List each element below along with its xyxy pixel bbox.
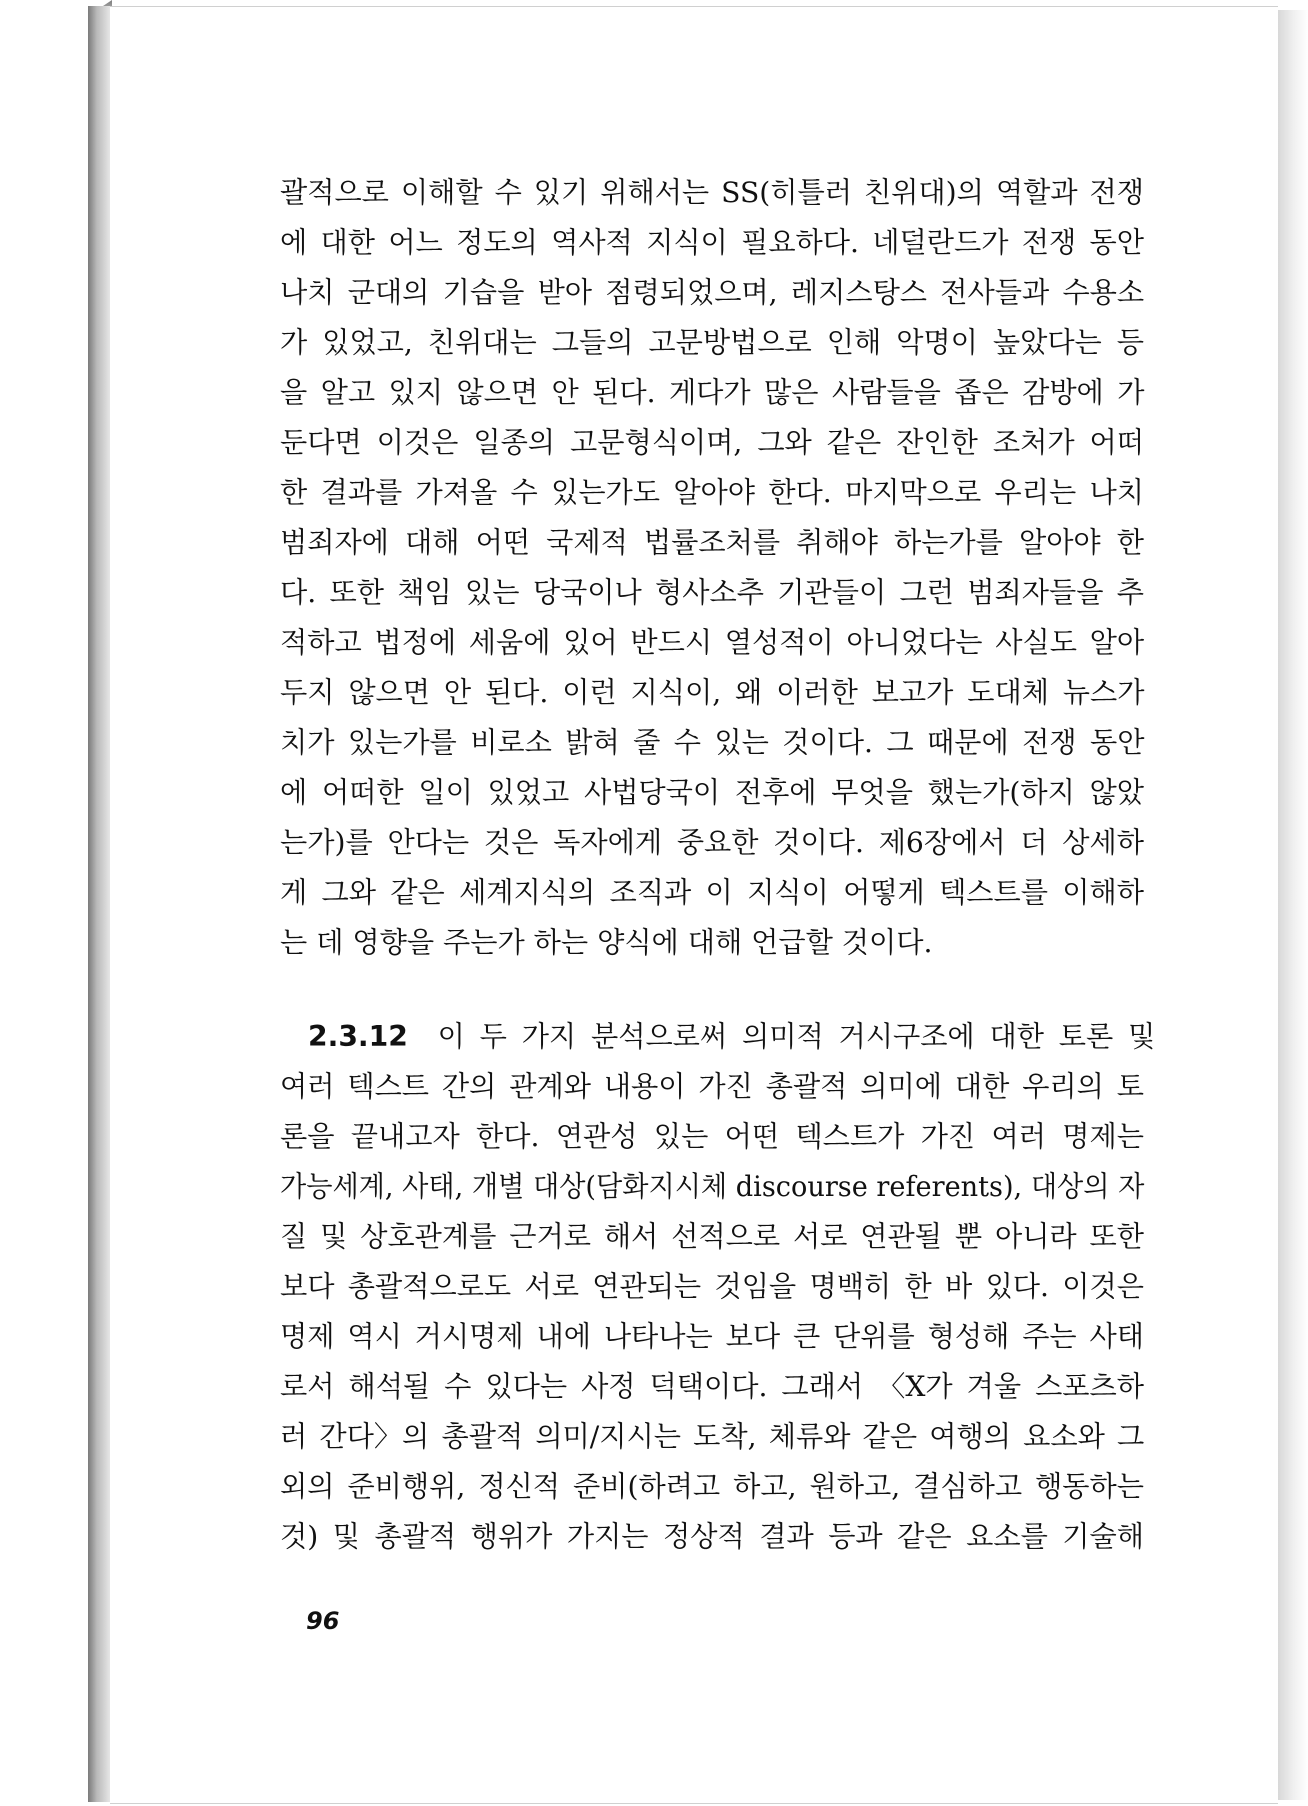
section-number: 2.3.12 xyxy=(308,1020,408,1053)
text-line: 질 및 상호관계를 근거로 해서 선적으로 서로 연관될 뿐 아니라 또한 xyxy=(280,1220,1144,1253)
text-line: 나치 군대의 기습을 받아 점령되었으며, 레지스탕스 전사들과 수용소 xyxy=(280,276,1145,309)
text-line: 러 간다〉의 총괄적 의미/지시는 도착, 체류와 같은 여행의 요소와 그 xyxy=(280,1420,1145,1453)
text-line-first xyxy=(280,1012,1156,1062)
text-line: 다. 또한 책임 있는 당국이나 형사소추 기관들이 그런 범죄자들을 추 xyxy=(280,576,1144,609)
text-line: 가능세계, 사태, 개별 대상(담화지시체 discourse referents), 대상의 자 xyxy=(280,1170,1145,1203)
text-line: 여러 텍스트 간의 관계와 내용이 가진 총괄적 의미에 대한 우리의 토 xyxy=(280,1070,1144,1103)
text-line: 는 데 영향을 주는가 하는 양식에 대해 언급할 것이다. xyxy=(280,926,933,959)
book-spine xyxy=(88,6,110,1802)
text-line: 범죄자에 대해 어떤 국제적 법률조처를 취해야 하는가를 알아야 한 xyxy=(280,526,1144,559)
text-line: 가 있었고, 친위대는 그들의 고문방법으로 인해 악명이 높았다는 등 xyxy=(280,326,1144,359)
paragraph-1 xyxy=(280,168,1144,968)
text-line: 게 그와 같은 세계지식의 조직과 이 지식이 어떻게 텍스트를 이해하 xyxy=(280,876,1144,909)
text-line: 괄적으로 이해할 수 있기 위해서는 SS(히틀러 친위대)의 역할과 전쟁 xyxy=(280,176,1144,209)
text-line: 명제 역시 거시명제 내에 나타나는 보다 큰 단위를 형성해 주는 사태 xyxy=(280,1320,1144,1353)
text-line: 보다 총괄적으로도 서로 연관되는 것임을 명백히 한 바 있다. 이것은 xyxy=(280,1270,1144,1303)
text-line: 적하고 법정에 세움에 있어 반드시 열성적이 아니었다는 사실도 알아 xyxy=(280,626,1145,659)
page-edge-shadow xyxy=(1278,10,1308,1800)
first-line-text: 이 두 가지 분석으로써 의미적 거시구조에 대한 토론 및 xyxy=(437,1020,1156,1053)
text-line: 을 알고 있지 않으면 안 된다. 게다가 많은 사람들을 좁은 감방에 가 xyxy=(280,376,1145,409)
text-line: 는가)를 안다는 것은 독자에게 중요한 것이다. 제6장에서 더 상세하 xyxy=(280,826,1144,859)
text-line: 외의 준비행위, 정신적 준비(하려고 하고, 원하고, 결심하고 행동하는 xyxy=(280,1470,1144,1503)
text-line: 에 어떠한 일이 있었고 사법당국이 전후에 무엇을 했는가(하지 않았 xyxy=(280,776,1144,809)
text-line: 것) 및 총괄적 행위가 가지는 정상적 결과 등과 같은 요소를 기술해 xyxy=(280,1520,1144,1553)
text-line: 치가 있는가를 비로소 밝혀 줄 수 있는 것이다. 그 때문에 전쟁 동안 xyxy=(280,726,1145,759)
text-line: 로서 해석될 수 있다는 사정 덕택이다. 그래서 〈X가 겨울 스포츠하 xyxy=(280,1370,1144,1403)
text-line: 두지 않으면 안 된다. 이런 지식이, 왜 이러한 보고가 도대체 뉴스가 xyxy=(280,676,1145,709)
text-line: 론을 끝내고자 한다. 연관성 있는 어떤 텍스트가 가진 여러 명제는 xyxy=(280,1120,1144,1153)
text-line: 에 대한 어느 정도의 역사적 지식이 필요하다. 네덜란드가 전쟁 동안 xyxy=(280,226,1144,259)
paragraph-2 xyxy=(280,1012,1156,1562)
page-number: 96 xyxy=(306,1607,340,1635)
text-line: 둔다면 이것은 일종의 고문형식이며, 그와 같은 잔인한 조처가 어떠 xyxy=(280,426,1144,459)
text-line: 한 결과를 가져올 수 있는가도 알아야 한다. 마지막으로 우리는 나치 xyxy=(280,476,1144,509)
